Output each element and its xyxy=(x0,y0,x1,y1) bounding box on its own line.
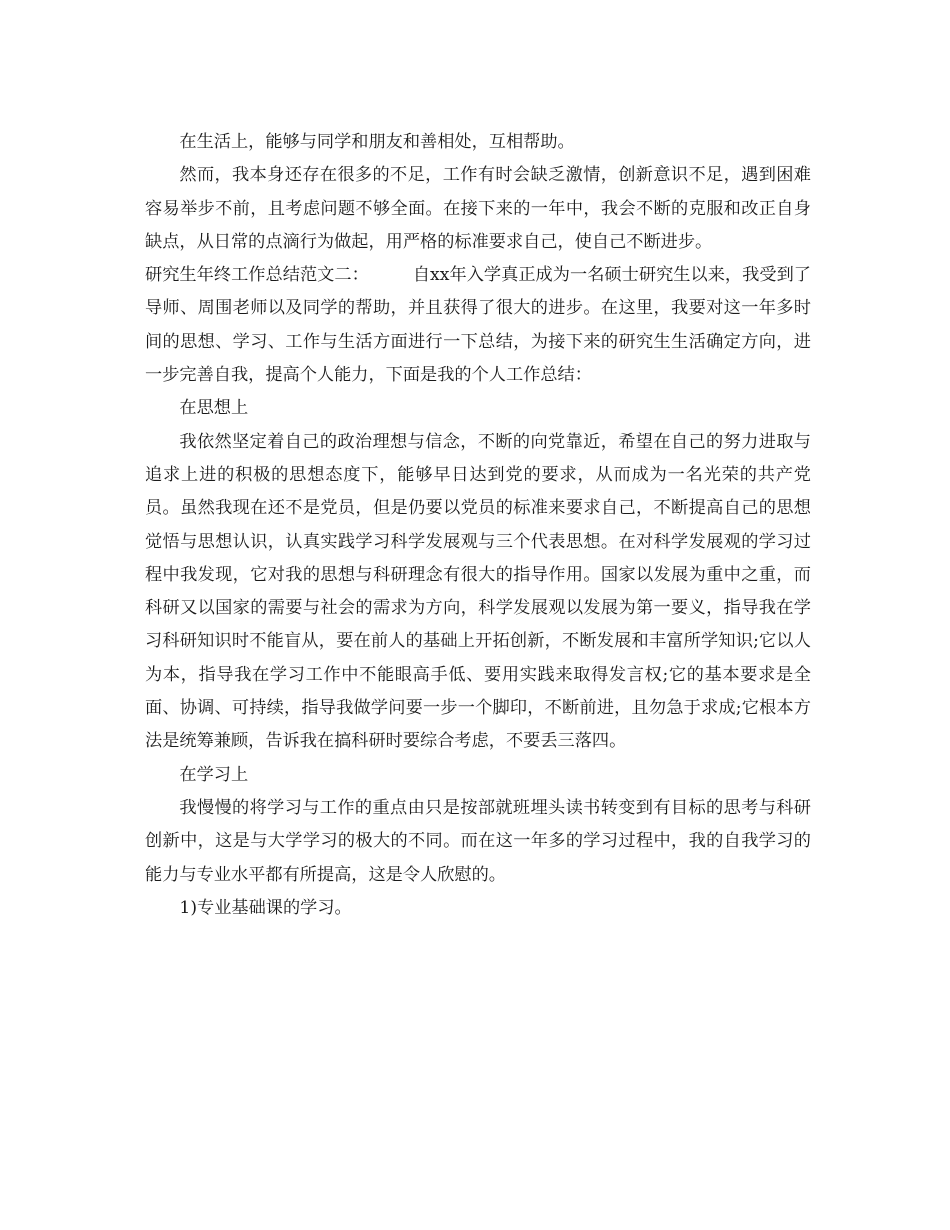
document-body xyxy=(145,126,811,925)
heading-ideology: 在思想上 xyxy=(179,398,249,419)
paragraph-study: 我慢慢的将学习与工作的重点由只是按部就班埋头读书转变到有目标的思考与科研创新中，这是与大学学习的极大的不同。而在这一年多的学习过程中，我的自我学习的能力与专业水平都有所提高，这是令人欣慰的。 xyxy=(145,797,811,885)
sample-title: 研究生年终工作总结范文二： xyxy=(145,265,369,286)
heading-study: 在学习上 xyxy=(179,764,249,785)
list-item-basic-courses: 1)专业基础课的学习。 xyxy=(179,897,352,918)
paragraph-life: 在生活上，能够与同学和朋友和善相处，互相帮助。 xyxy=(179,132,575,152)
paragraph-sample-two xyxy=(145,259,811,392)
paragraph-ideology: 我依然坚定着自己的政治理想与信念，不断的向党靠近，希望在自己的努力进取与追求上进的积极的思想态度下，能够早日达到党的要求，从而成为一名光荣的共产党员。虽然我现在还不是党员，但是仍要以党员的标准来要求自己，不断提高自己的思想觉悟与思想认识，认真实践学习科学发展观与三个代表思想。在对科学发展观的学习过程中我发现，它对我的思想与科研理念有很大的指导作用。国家以发展为重中之重，而科研又以国家的需要与社会的需求为方向，科学发展观以发展为第一要义，指导我在学习科研知识时不能盲从，要在前人的基础上开拓创新，不断发展和丰富所学知识;它以人为本，指导我在学习工作中不能眼高手低、要用实践来取得发言权;它的基本要求是全面、协调、可持续，指导我做学问要一步一个脚印，不断前进，且勿急于求成;它根本方法是统筹兼顾，告诉我在搞科研时要综合考虑，不要丢三落四。 xyxy=(145,431,811,752)
paragraph-shortcomings: 然而，我本身还存在很多的不足，工作有时会缺乏激情，创新意识不足，遇到困难容易举步不前，且考虑问题不够全面。在接下来的一年中，我会不断的克服和改正自身缺点，从日常的点滴行为做起，用严格的标准要求自己，使自己不断进步。 xyxy=(145,165,811,252)
sample-intro: 自xx年入学真正成为一名硕士研究生以来，我受到了导师、周围老师以及同学的帮助，并且获得了很大的进步。在这里，我要对这一年多时间的思想、学习、工作与生活方面进行一下总结，为接下来的研究生生活确定方向，进一步完善自我，提高个人能力，下面是我的个人工作总结： xyxy=(145,265,811,386)
